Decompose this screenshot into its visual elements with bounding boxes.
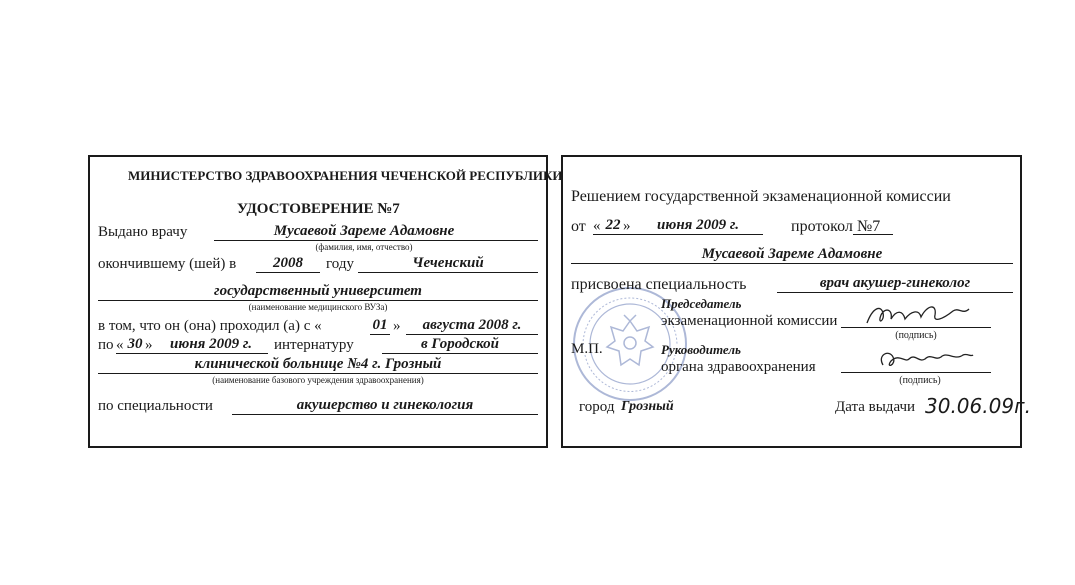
- end-day: 30: [127, 336, 143, 352]
- clinic-line2-underline: [98, 373, 538, 374]
- certificate-title: УДОСТОВЕРЕНИЕ №7: [237, 201, 400, 217]
- start-month-underline: [406, 334, 538, 335]
- start-month-year: августа 2008 г.: [422, 317, 522, 333]
- signature-caption-1: (подпись): [895, 330, 937, 341]
- head-signature-icon: [875, 347, 975, 375]
- chairman-org: экзаменационной комиссии: [661, 313, 838, 329]
- clinic-line1: в Городской: [420, 336, 499, 352]
- protocol-label: протокол: [791, 218, 853, 235]
- city-value: Грозный: [621, 399, 674, 414]
- passed-label: в том, что он (она) проходил (а) с «: [98, 318, 322, 334]
- person-name: Мусаевой Зареме Адамовне: [701, 246, 883, 262]
- mp-label: М.П.: [571, 341, 603, 357]
- date-month-year: июня 2009 г.: [657, 217, 739, 233]
- date-underline: [593, 234, 763, 235]
- person-name-underline: [571, 263, 1013, 264]
- end-month-year: июня 2009 г.: [170, 336, 252, 352]
- head-org: органа здравоохранения: [661, 359, 816, 375]
- issued-label: Выдано врачу: [98, 224, 188, 240]
- from-label: от: [571, 218, 586, 235]
- by-label: по: [98, 337, 114, 353]
- certificate-left-panel: [88, 155, 563, 448]
- internship-label: интернатуру: [274, 337, 354, 353]
- city-label: город: [579, 399, 615, 415]
- start-quote-close: »: [393, 318, 401, 334]
- issued-name-underline: [214, 240, 538, 241]
- university-line2: государственный университет: [214, 283, 422, 299]
- issue-date-label: Дата выдачи: [835, 399, 916, 415]
- assigned-underline: [777, 292, 1013, 293]
- name-caption: (фамилия, имя, отчество): [315, 242, 413, 252]
- grad-year-underline: [256, 272, 320, 273]
- grad-year: 2008: [273, 255, 303, 271]
- date-day: 22: [605, 217, 621, 233]
- clinic-caption: (наименование базового учреждения здравоохранения): [212, 375, 424, 385]
- end-open-quote: «: [116, 337, 124, 353]
- chairman-title: Председатель: [661, 296, 742, 311]
- specialty-underline: [232, 414, 538, 415]
- assigned-label: присвоена специальность: [571, 276, 747, 293]
- certificate-right-panel: [561, 155, 1031, 448]
- assigned-specialty: врач акушер-гинеколог: [819, 275, 971, 291]
- clinic-line1-underline: [382, 353, 538, 354]
- start-day-underline: [370, 334, 390, 335]
- head-title: Руководитель: [661, 342, 741, 357]
- eagle-emblem-icon: [607, 315, 653, 365]
- ministry-header: МИНИСТЕРСТВО ЗДРАВООХРАНЕНИЯ ЧЕЧЕНСКОЙ РЕСПУБЛИКИ: [128, 168, 563, 183]
- end-date-underline: [116, 353, 268, 354]
- university-line1-underline: [358, 272, 538, 273]
- university-line1: Чеченский: [412, 255, 484, 271]
- specialty-value: акушерство и гинекология: [296, 397, 474, 413]
- start-day: 01: [372, 317, 388, 333]
- date-open-quote: «: [593, 218, 601, 234]
- end-close-quote: »: [145, 337, 153, 353]
- graduated-label: окончившему (шей) в: [98, 256, 237, 272]
- university-line2-underline: [98, 300, 538, 301]
- specialty-label: по специальности: [98, 398, 213, 414]
- clinic-line2: клинической больнице №4 г. Грозный: [194, 356, 442, 372]
- decision-line: Решением государственной экзаменационной комиссии: [571, 188, 951, 205]
- chairman-signature-icon: [863, 301, 973, 331]
- signature-caption-2: (подпись): [899, 375, 941, 386]
- issue-date-value: 30.06.09г.: [925, 394, 1031, 418]
- year-label: году: [326, 256, 354, 272]
- date-close-quote: »: [623, 218, 631, 234]
- protocol-number: №7: [857, 218, 881, 235]
- issued-name: Мусаевой Зареме Адамовне: [273, 223, 455, 239]
- university-caption: (наименование медицинского ВУЗа): [248, 302, 388, 312]
